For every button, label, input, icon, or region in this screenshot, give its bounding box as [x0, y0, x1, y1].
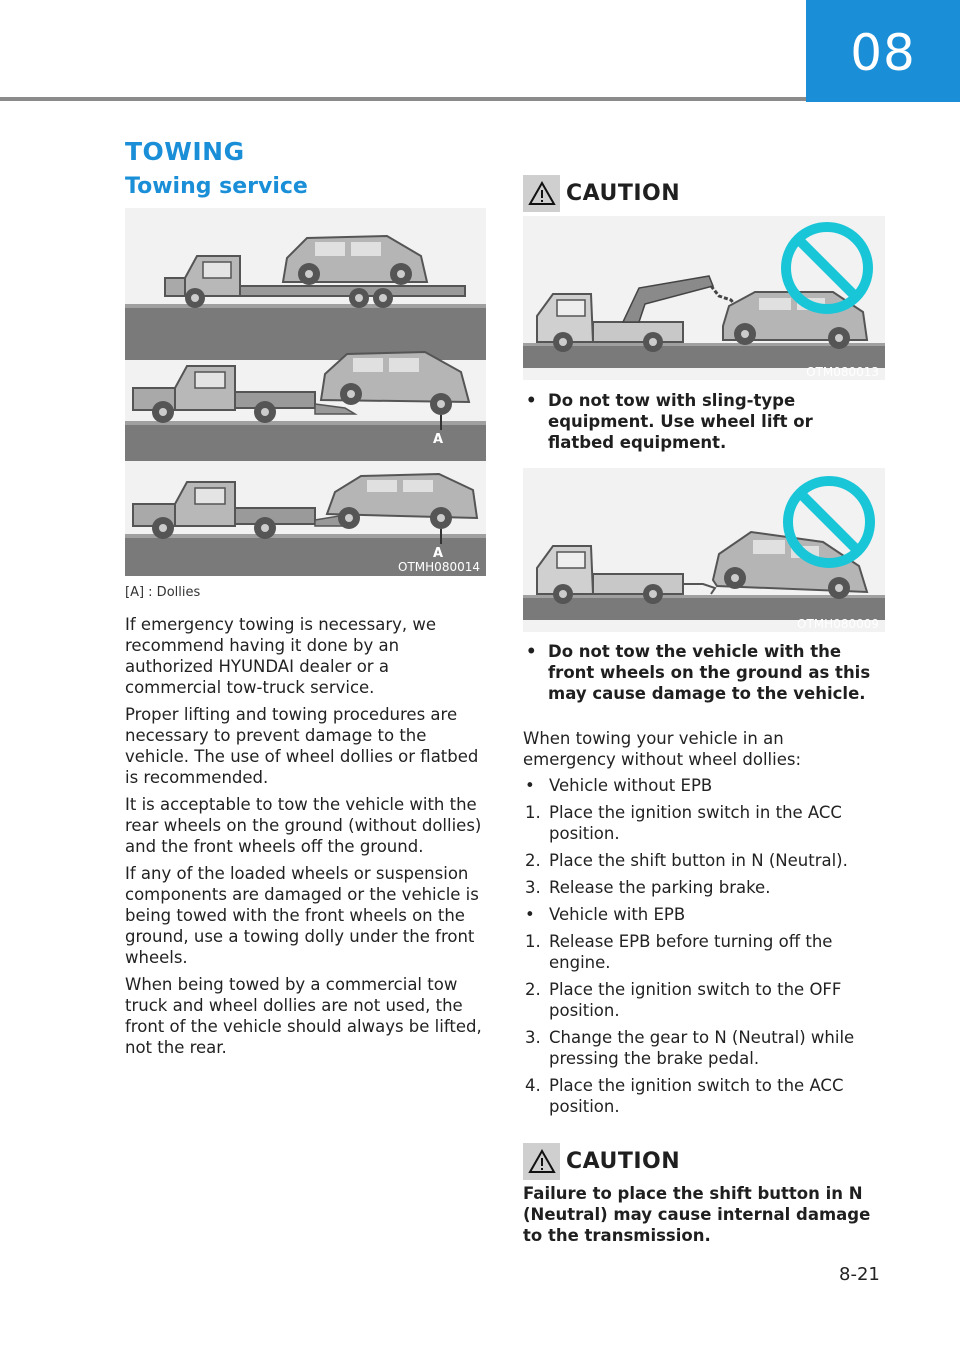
figure-legend: [A] : Dollies [125, 585, 201, 600]
tow-truck-bottom [133, 482, 351, 539]
left-column-text [125, 614, 490, 1064]
paragraph: If emergency towing is necessary, we recommend having it done by an authorized HYUNDAI dealer or a commercial tow-truck service. [125, 615, 437, 697]
caution-bullet: • Do not tow with sling-type equipment. Use wheel lift or flatbed equipment. [523, 390, 883, 453]
list-item: • Vehicle without EPB [525, 776, 713, 795]
front-wheels-down-drawing [523, 468, 885, 632]
figure-code: OTMH080009 [797, 617, 879, 631]
page-number: 8-21 [839, 1264, 880, 1285]
subsection-title: Towing service [125, 174, 308, 199]
list-item: 2. Place the ignition switch to the OFF position. [525, 980, 842, 1020]
sling-tow-prohibited-illustration [523, 216, 885, 380]
list-item: • Vehicle with EPB [525, 905, 686, 924]
caution-label: CAUTION [566, 1149, 681, 1174]
sling-tow-drawing [523, 216, 885, 380]
chapter-tab: 08 [806, 0, 960, 102]
towing-methods-illustration [125, 208, 486, 576]
list-item: 3. Release the parking brake. [525, 878, 771, 897]
warning-triangle-icon [528, 181, 556, 206]
figure-code: OTM080013 [806, 365, 879, 379]
caution-badge [523, 1143, 560, 1180]
paragraph: When being towed by a commercial tow truck and wheel dollies are not used, the front of the vehicle should always be lifted, not the rear. [125, 975, 482, 1057]
caution-bullet: • Do not tow the vehicle with the front wheels on the ground as this may cause damage to the vehicle. [523, 641, 885, 704]
suv-on-flatbed [283, 236, 427, 285]
dolly-callout-1: A [433, 432, 444, 447]
caution-heading [523, 1143, 680, 1180]
caution-label: CAUTION [566, 181, 681, 206]
paragraph: It is acceptable to tow the vehicle with the rear wheels on the ground (without dollies) and the front wheels off the ground. [125, 795, 482, 856]
dolly-callout-2: A [433, 546, 444, 561]
list-item: 2. Place the shift button in N (Neutral). [525, 851, 848, 870]
paragraph: Proper lifting and towing procedures are necessary to prevent damage to the vehicle. The use of wheel dollies or flatbed is recommended. [125, 705, 479, 787]
caution-text: Failure to place the shift button in N (Neutral) may cause internal damage to the transmission. [523, 1184, 871, 1245]
warning-triangle-icon [528, 1149, 556, 1174]
towing-methods-drawing [125, 208, 486, 576]
list-item: 4. Place the ignition switch to the ACC position. [525, 1076, 844, 1116]
caution-heading [523, 175, 680, 212]
sling-tow-truck [537, 276, 737, 352]
header-rule [0, 97, 806, 101]
towing-intro: When towing your vehicle in an emergency without wheel dollies: [523, 729, 802, 769]
list-item: 3. Change the gear to N (Neutral) while pressing the brake pedal. [525, 1028, 855, 1068]
front-wheels-down-prohibited-illustration [523, 468, 885, 632]
paragraph: If any of the loaded wheels or suspension components are damaged or the vehicle is being towed with the front wheels on the ground, use a towing dolly under the front wheels. [125, 864, 479, 967]
section-title: TOWING [125, 137, 245, 166]
list-item: 1. Release EPB before turning off the engine. [525, 932, 833, 972]
caution-badge [523, 175, 560, 212]
suv-rear-on-dollies [327, 474, 477, 544]
figure-code: OTMH080014 [398, 560, 480, 574]
towing-steps-list [523, 775, 883, 1123]
list-item: 1. Place the ignition switch in the ACC position. [525, 803, 842, 843]
suv-on-dollies [321, 352, 469, 430]
